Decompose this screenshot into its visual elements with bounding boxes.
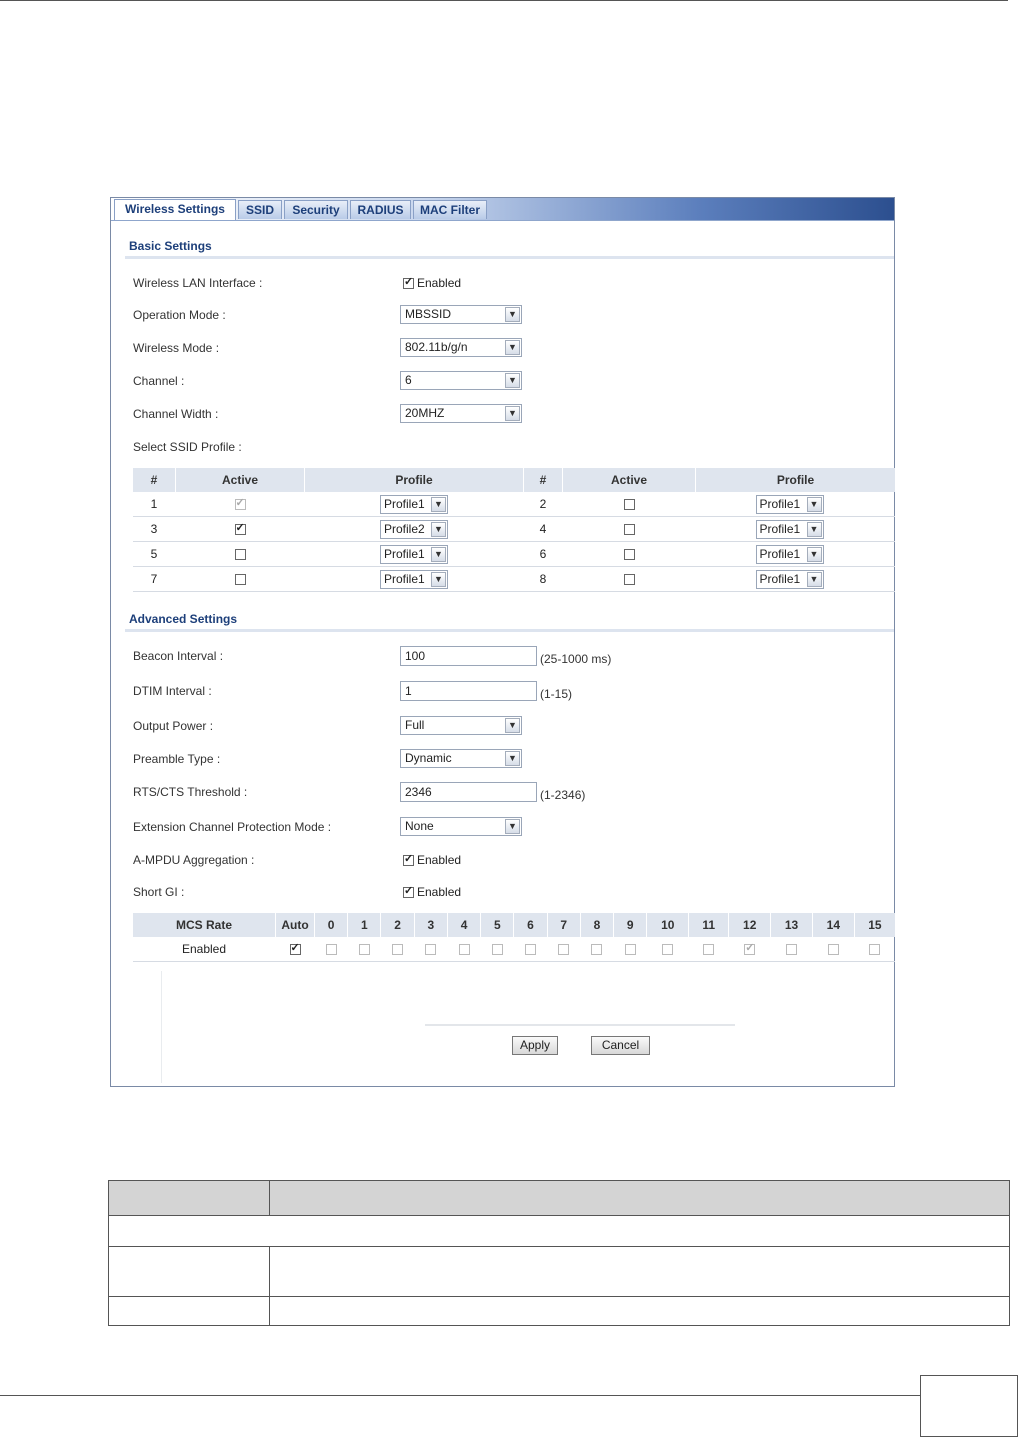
mcs-rate-checkbox xyxy=(828,944,839,955)
mcs-rate-cell xyxy=(580,937,613,962)
ssid-profile-cell xyxy=(305,492,524,517)
dtim-interval-input[interactable]: 1 xyxy=(400,681,537,701)
output-power-label: Output Power : xyxy=(133,719,214,733)
dtim-interval-label: DTIM Interval : xyxy=(133,684,212,698)
mcs-rate-cell xyxy=(729,937,771,962)
tab-radius[interactable]: RADIUS xyxy=(350,200,411,219)
mcs-rate-header: MCS Rate xyxy=(133,913,276,937)
mcs-rate-checkbox xyxy=(425,944,436,955)
operation-mode-value: MBSSID xyxy=(405,307,452,321)
preamble-type-select[interactable] xyxy=(400,749,522,768)
ssid-profile-value: Profile1 xyxy=(759,546,801,561)
ssid-active-cell xyxy=(176,492,305,517)
ssid-profile-select[interactable] xyxy=(380,520,448,539)
mcs-table-header xyxy=(133,913,896,937)
ampdu-enabled-label: Enabled xyxy=(417,853,462,867)
mcs-rate-cell xyxy=(854,937,895,962)
table-row xyxy=(109,1216,1010,1247)
mcs-rate-checkbox xyxy=(459,944,470,955)
ssid-index: 4 xyxy=(524,517,563,542)
mcs-rate-cell xyxy=(771,937,813,962)
mcs-rate-col-header: 10 xyxy=(647,913,689,937)
col-header: Profile xyxy=(305,468,524,492)
output-power-value: Full xyxy=(405,718,425,732)
mcs-rate-checkbox xyxy=(558,944,569,955)
ssid-active-cell xyxy=(563,542,696,567)
mcs-rate-cell xyxy=(514,937,547,962)
ssid-profile-select[interactable] xyxy=(756,495,824,514)
chevron-down-icon: ▼ xyxy=(505,718,520,733)
mcs-auto-cell xyxy=(276,937,315,962)
left-margin-rule xyxy=(161,971,162,1083)
chevron-down-icon: ▼ xyxy=(505,307,520,322)
mcs-rate-checkbox xyxy=(525,944,536,955)
mcs-auto-header: Auto xyxy=(276,913,315,937)
header-rule xyxy=(0,0,1008,1)
channel-label: Channel : xyxy=(133,374,185,388)
chevron-down-icon: ▼ xyxy=(431,522,446,537)
chevron-down-icon: ▼ xyxy=(505,819,520,834)
ssid-profile-cell xyxy=(696,542,896,567)
mcs-rate-col-header: 13 xyxy=(771,913,813,937)
ssid-active-cell xyxy=(563,567,696,592)
short-gi-enabled-checkbox[interactable] xyxy=(403,887,414,898)
col-header: # xyxy=(524,468,563,492)
channel-select[interactable] xyxy=(400,371,522,390)
col-header: Active xyxy=(176,468,305,492)
mcs-rate-cell xyxy=(614,937,647,962)
dtim-interval-hint: (1-15) xyxy=(540,687,573,701)
ssid-profile-cell xyxy=(696,517,896,542)
chevron-down-icon: ▼ xyxy=(505,406,520,421)
mcs-rate-cell xyxy=(481,937,514,962)
col-header: Profile xyxy=(696,468,896,492)
basic-settings-divider xyxy=(125,256,894,259)
mcs-rate-checkbox xyxy=(359,944,370,955)
channel-width-label: Channel Width : xyxy=(133,407,219,421)
rts-threshold-label: RTS/CTS Threshold : xyxy=(133,785,248,799)
ssid-profile-cell xyxy=(305,567,524,592)
chevron-down-icon: ▼ xyxy=(807,497,822,512)
ssid-index: 1 xyxy=(133,492,176,517)
ssid-profile-cell xyxy=(305,542,524,567)
chevron-down-icon: ▼ xyxy=(807,572,822,587)
beacon-interval-hint: (25-1000 ms) xyxy=(540,652,612,666)
ssid-active-checkbox[interactable] xyxy=(624,574,635,585)
ssid-profile-cell xyxy=(305,517,524,542)
mcs-rate-col-header: 5 xyxy=(481,913,514,937)
mcs-enabled-row xyxy=(133,937,896,962)
mcs-rate-cell xyxy=(812,937,854,962)
ssid-profile-select[interactable] xyxy=(756,570,824,589)
chevron-down-icon: ▼ xyxy=(807,522,822,537)
ssid-profile-select[interactable] xyxy=(756,520,824,539)
ssid-profile-cell xyxy=(696,567,896,592)
ssid-active-cell xyxy=(176,517,305,542)
ssid-index: 2 xyxy=(524,492,563,517)
channel-width-select[interactable] xyxy=(400,404,522,423)
mcs-rate-checkbox xyxy=(662,944,673,955)
ampdu-enabled-checkbox[interactable] xyxy=(403,855,414,866)
mcs-rate-col-header: 12 xyxy=(729,913,771,937)
chevron-down-icon: ▼ xyxy=(431,547,446,562)
ssid-active-checkbox[interactable] xyxy=(235,524,246,535)
rts-threshold-input[interactable]: 2346 xyxy=(400,782,537,802)
ssid-active-checkbox[interactable] xyxy=(235,574,246,585)
mcs-rate-checkbox xyxy=(744,944,755,955)
ssid-index: 5 xyxy=(133,542,176,567)
short-gi-label: Short GI : xyxy=(133,885,185,899)
mcs-rate-cell xyxy=(547,937,580,962)
ssid-profile-cell xyxy=(696,492,896,517)
mcs-rate-col-header: 7 xyxy=(547,913,580,937)
ssid-profile-value: Profile1 xyxy=(759,521,801,536)
wireless-mode-value: 802.11b/g/n xyxy=(405,340,468,354)
tab-bar xyxy=(111,198,894,221)
mcs-rate-checkbox xyxy=(869,944,880,955)
ssid-active-checkbox[interactable] xyxy=(624,499,635,510)
mcs-rate-checkbox xyxy=(786,944,797,955)
rts-threshold-hint: (1-2346) xyxy=(540,788,586,802)
advanced-settings-title: Advanced Settings xyxy=(129,612,238,626)
mcs-rate-cell xyxy=(381,937,414,962)
ssid-profile-value: Profile1 xyxy=(384,546,425,561)
mcs-rate-table xyxy=(132,913,895,962)
mcs-rate-col-header: 1 xyxy=(348,913,381,937)
buttons-divider xyxy=(425,1024,735,1026)
mcs-enabled-label: Enabled xyxy=(133,937,276,962)
ampdu-label: A-MPDU Aggregation : xyxy=(133,853,255,867)
short-gi-enabled-label: Enabled xyxy=(417,885,462,899)
mcs-rate-col-header: 15 xyxy=(854,913,895,937)
footer-rule xyxy=(0,1395,920,1396)
mcs-rate-cell xyxy=(689,937,729,962)
short-gi-toggle[interactable] xyxy=(403,885,461,899)
ssid-active-cell xyxy=(563,517,696,542)
output-power-select[interactable] xyxy=(400,716,522,735)
mcs-rate-cell xyxy=(348,937,381,962)
col-header: Active xyxy=(563,468,696,492)
mcs-rate-cell xyxy=(447,937,480,962)
apply-button[interactable]: Apply xyxy=(512,1036,558,1055)
description-table-header xyxy=(109,1181,1010,1216)
description-header-cell xyxy=(270,1181,1010,1216)
wlan-enabled-checkbox[interactable] xyxy=(403,278,414,289)
ssid-index: 7 xyxy=(133,567,176,592)
ssid-profile-value: Profile2 xyxy=(384,521,425,536)
channel-value: 6 xyxy=(405,373,412,387)
preamble-type-value: Dynamic xyxy=(405,751,452,765)
ampdu-toggle[interactable] xyxy=(403,853,461,867)
ext-channel-protection-value: None xyxy=(405,819,434,833)
chevron-down-icon: ▼ xyxy=(505,340,520,355)
chevron-down-icon: ▼ xyxy=(807,547,822,562)
table-row xyxy=(133,567,896,592)
table-row xyxy=(133,542,896,567)
ssid-profile-select[interactable] xyxy=(756,545,824,564)
chevron-down-icon: ▼ xyxy=(431,572,446,587)
preamble-type-label: Preamble Type : xyxy=(133,752,221,766)
chevron-down-icon: ▼ xyxy=(505,373,520,388)
ssid-active-checkbox[interactable] xyxy=(624,549,635,560)
ssid-active-cell xyxy=(563,492,696,517)
cancel-button[interactable]: Cancel xyxy=(591,1036,650,1055)
mcs-auto-checkbox[interactable] xyxy=(290,944,301,955)
beacon-interval-input[interactable]: 100 xyxy=(400,646,537,666)
description-header-cell xyxy=(109,1181,270,1216)
chevron-down-icon: ▼ xyxy=(505,751,520,766)
mcs-rate-col-header: 6 xyxy=(514,913,547,937)
mcs-rate-checkbox xyxy=(625,944,636,955)
description-cell xyxy=(109,1247,270,1297)
ssid-profile-value: Profile1 xyxy=(759,496,801,511)
operation-mode-label: Operation Mode : xyxy=(133,308,226,322)
description-cell xyxy=(270,1297,1010,1326)
tab-mac-filter[interactable]: MAC Filter xyxy=(413,200,487,219)
ssid-index: 8 xyxy=(524,567,563,592)
screenshot-frame xyxy=(110,197,895,1087)
mcs-rate-checkbox xyxy=(492,944,503,955)
ssid-active-cell xyxy=(176,542,305,567)
ssid-profile-value: Profile1 xyxy=(384,496,425,511)
ext-channel-protection-select[interactable] xyxy=(400,817,522,836)
ssid-profile-select[interactable] xyxy=(380,495,448,514)
mcs-rate-checkbox xyxy=(326,944,337,955)
mcs-rate-cell xyxy=(414,937,447,962)
beacon-interval-label: Beacon Interval : xyxy=(133,649,224,663)
mcs-rate-col-header: 3 xyxy=(414,913,447,937)
description-cell xyxy=(109,1297,270,1326)
col-header: # xyxy=(133,468,176,492)
wlan-interface-label: Wireless LAN Interface : xyxy=(133,276,263,290)
ssid-profile-value: Profile1 xyxy=(759,571,801,586)
table-row xyxy=(133,492,896,517)
mcs-rate-col-header: 0 xyxy=(315,913,348,937)
tab-ssid[interactable]: SSID xyxy=(238,200,282,219)
wireless-mode-label: Wireless Mode : xyxy=(133,341,220,355)
tab-security[interactable]: Security xyxy=(284,200,348,219)
page-number-box xyxy=(920,1375,1018,1437)
ssid-table-header xyxy=(133,468,896,492)
ssid-profile-value: Profile1 xyxy=(384,571,425,586)
ssid-index: 6 xyxy=(524,542,563,567)
ext-channel-protection-label: Extension Channel Protection Mode : xyxy=(133,820,332,834)
mcs-rate-col-header: 4 xyxy=(447,913,480,937)
table-row xyxy=(109,1297,1010,1326)
mcs-rate-cell xyxy=(647,937,689,962)
description-table xyxy=(108,1180,1010,1326)
table-row xyxy=(133,517,896,542)
wlan-interface-toggle[interactable] xyxy=(403,276,461,290)
ssid-active-checkbox[interactable] xyxy=(624,524,635,535)
description-cell xyxy=(270,1247,1010,1297)
mcs-rate-col-header: 14 xyxy=(812,913,854,937)
mcs-rate-checkbox xyxy=(392,944,403,955)
mcs-rate-checkbox xyxy=(703,944,714,955)
operation-mode-select[interactable] xyxy=(400,305,522,324)
ssid-profile-table xyxy=(132,468,895,592)
wlan-enabled-label: Enabled xyxy=(417,276,462,290)
advanced-settings-divider xyxy=(125,629,894,632)
mcs-rate-checkbox xyxy=(591,944,602,955)
description-span-cell xyxy=(109,1216,1010,1247)
ssid-active-cell xyxy=(176,567,305,592)
table-row xyxy=(109,1247,1010,1297)
mcs-rate-col-header: 8 xyxy=(580,913,613,937)
ssid-active-checkbox xyxy=(235,499,246,510)
chevron-down-icon: ▼ xyxy=(431,497,446,512)
mcs-rate-cell xyxy=(315,937,348,962)
ssid-active-checkbox[interactable] xyxy=(235,549,246,560)
channel-width-value: 20MHZ xyxy=(405,406,445,420)
mcs-rate-col-header: 2 xyxy=(381,913,414,937)
ssid-profile-label: Select SSID Profile : xyxy=(133,440,242,454)
mcs-rate-col-header: 11 xyxy=(689,913,729,937)
mcs-rate-col-header: 9 xyxy=(614,913,647,937)
wireless-mode-select[interactable] xyxy=(400,338,522,357)
tab-wireless-settings[interactable]: Wireless Settings xyxy=(114,199,236,220)
ssid-profile-select[interactable] xyxy=(380,545,448,564)
basic-settings-title: Basic Settings xyxy=(129,239,212,253)
ssid-profile-select[interactable] xyxy=(380,570,448,589)
ssid-index: 3 xyxy=(133,517,176,542)
